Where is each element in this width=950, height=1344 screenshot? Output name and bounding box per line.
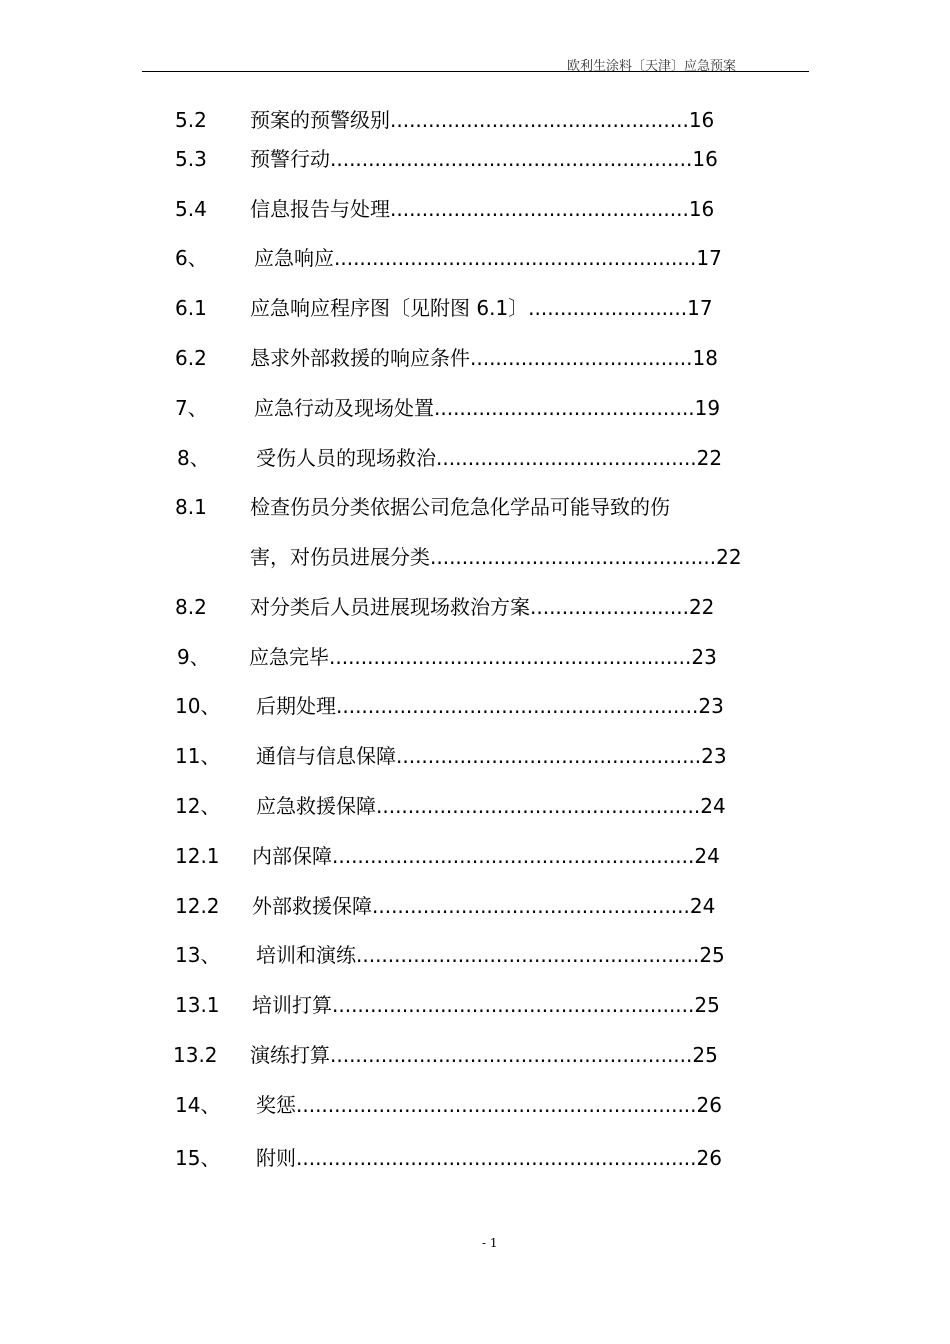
toc-page: 24 xyxy=(694,844,720,868)
toc-number: 12.1 xyxy=(175,844,220,868)
toc-page: 24 xyxy=(689,894,716,918)
toc-number: 13、 xyxy=(175,943,221,967)
toc-entry[interactable] xyxy=(254,246,722,270)
toc-entry[interactable] xyxy=(250,147,718,171)
toc-leader-dots: ............................................... xyxy=(390,108,689,132)
toc-number: 11、 xyxy=(175,744,221,768)
toc-leader-dots: ............................................................... xyxy=(296,1093,697,1117)
toc-leader-dots: ......................................... xyxy=(436,446,697,470)
toc-title: 培训打算 xyxy=(252,993,332,1017)
toc-leader-dots: ................................................... xyxy=(376,794,701,818)
toc-page: 25 xyxy=(694,993,720,1017)
toc-page: 25 xyxy=(699,943,725,967)
toc-leader-dots: ......................................................... xyxy=(330,1043,693,1067)
toc-title: 预案的预警级别 xyxy=(250,108,390,132)
toc-page: 17 xyxy=(687,296,713,320)
toc-entry[interactable] xyxy=(249,645,717,669)
toc-title: 检查伤员分类依据公司危急化学品可能导致的伤 xyxy=(250,495,670,519)
toc-entry[interactable] xyxy=(256,794,726,818)
toc-number: 5.4 xyxy=(175,197,207,221)
toc-entry-continued[interactable] xyxy=(250,545,742,569)
header-title: 欧利生涂料〔天津〕应急预案 xyxy=(567,59,737,74)
toc-entry[interactable] xyxy=(252,993,720,1017)
toc-title: 附则 xyxy=(256,1146,296,1170)
toc-entry[interactable] xyxy=(256,943,725,967)
toc-title: 应急响应程序图〔见附图 6.1〕 xyxy=(250,296,529,320)
toc-page: 18 xyxy=(692,346,718,370)
toc-number: 6.1 xyxy=(175,296,207,320)
toc-page: 23 xyxy=(691,645,717,669)
toc-entry[interactable] xyxy=(252,844,720,868)
toc-entry[interactable] xyxy=(256,744,727,768)
toc-leader-dots: ......................... xyxy=(530,595,689,619)
toc-number: 5.2 xyxy=(175,108,207,132)
toc-number: 10、 xyxy=(175,694,221,718)
toc-title: 培训和演练 xyxy=(256,943,356,967)
toc-page: 23 xyxy=(701,744,727,768)
toc-leader-dots: ............................................. xyxy=(430,545,717,569)
page-number: - 1 xyxy=(482,1236,498,1250)
toc-page: 16 xyxy=(692,147,718,171)
toc-entry[interactable] xyxy=(256,446,722,470)
toc-leader-dots: ................................................ xyxy=(396,744,702,768)
toc-leader-dots: ......................................................... xyxy=(334,246,697,270)
toc-title: 奖惩 xyxy=(256,1093,296,1117)
toc-title: 内部保障 xyxy=(252,844,332,868)
toc-page: 19 xyxy=(694,396,721,420)
toc-entry[interactable] xyxy=(250,296,713,320)
toc-leader-dots: ......................................................... xyxy=(329,645,692,669)
toc-number: 13.2 xyxy=(173,1043,218,1067)
toc-leader-dots: ......................................................... xyxy=(332,844,695,868)
toc-page: 22 xyxy=(688,595,715,619)
toc-title: 应急响应 xyxy=(254,246,334,270)
toc-title: 对分类后人员进展现场救治方案 xyxy=(250,595,530,619)
toc-leader-dots: .................................................. xyxy=(372,894,690,918)
toc-number: 14、 xyxy=(175,1093,221,1117)
toc-number: 6、 xyxy=(175,246,208,270)
toc-number: 13.1 xyxy=(175,993,220,1017)
toc-title: 恳求外部救援的响应条件 xyxy=(250,346,470,370)
toc-number: 8.1 xyxy=(175,495,207,519)
toc-number: 5.3 xyxy=(175,147,207,171)
toc-page: 25 xyxy=(692,1043,718,1067)
toc-title: 受伤人员的现场救治 xyxy=(256,446,436,470)
toc-title: 外部救援保障 xyxy=(252,894,372,918)
toc-leader-dots: ............................................................... xyxy=(296,1146,697,1170)
toc-entry[interactable] xyxy=(254,396,720,420)
toc-entry[interactable] xyxy=(250,495,670,519)
toc-leader-dots: ............................................... xyxy=(390,197,689,221)
toc-number: 15、 xyxy=(175,1146,221,1170)
toc-page: 22 xyxy=(716,545,742,569)
toc-leader-dots: ...................................................... xyxy=(356,943,700,967)
toc-entry[interactable] xyxy=(252,894,715,918)
toc-page: 22 xyxy=(696,446,723,470)
header-divider xyxy=(142,71,809,72)
toc-number: 8、 xyxy=(177,446,210,470)
toc-leader-dots: ......................................................... xyxy=(332,993,695,1017)
toc-number: 12.2 xyxy=(175,894,220,918)
toc-leader-dots: ......................... xyxy=(528,296,688,320)
toc-leader-dots: ......................................................... xyxy=(336,694,699,718)
toc-page: 26 xyxy=(696,1146,722,1170)
toc-entry[interactable] xyxy=(250,1043,718,1067)
toc-title: 应急救援保障 xyxy=(256,794,376,818)
toc-page: 16 xyxy=(688,197,715,221)
toc-number: 6.2 xyxy=(175,346,207,370)
toc-page: 17 xyxy=(696,246,722,270)
toc-entry[interactable] xyxy=(250,197,714,221)
toc-leader-dots: ......................................... xyxy=(434,396,695,420)
toc-title: 应急行动及现场处置 xyxy=(254,396,434,420)
toc-leader-dots: ......................................................... xyxy=(330,147,693,171)
toc-entry[interactable] xyxy=(250,108,714,132)
toc-title: 应急完毕 xyxy=(249,645,329,669)
toc-title: 害，对伤员进展分类 xyxy=(250,545,430,569)
toc-page: 23 xyxy=(698,694,724,718)
toc-title: 信息报告与处理 xyxy=(250,197,390,221)
toc-page: 16 xyxy=(688,108,715,132)
toc-leader-dots: ................................... xyxy=(470,346,693,370)
toc-number: 7、 xyxy=(175,396,208,420)
toc-entry[interactable] xyxy=(250,595,714,619)
toc-number: 12、 xyxy=(175,794,221,818)
toc-page: 26 xyxy=(696,1093,722,1117)
toc-entry[interactable] xyxy=(250,346,718,370)
toc-title: 预警行动 xyxy=(250,147,330,171)
toc-title: 通信与信息保障 xyxy=(256,744,396,768)
toc-title: 演练打算 xyxy=(250,1043,330,1067)
toc-entry[interactable] xyxy=(256,1093,722,1117)
toc-entry[interactable] xyxy=(256,694,724,718)
toc-number: 9、 xyxy=(177,645,210,669)
toc-title: 后期处理 xyxy=(256,694,336,718)
toc-entry[interactable] xyxy=(256,1146,722,1170)
toc-page: 24 xyxy=(700,794,726,818)
toc-number: 8.2 xyxy=(175,595,207,619)
